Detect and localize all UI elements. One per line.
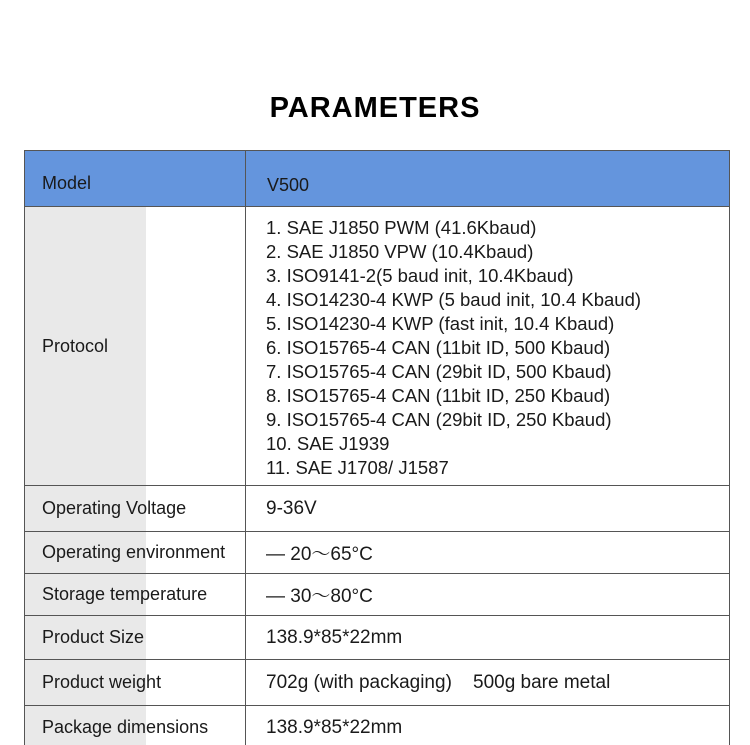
protocol-item: 8. ISO15765-4 CAN (11bit ID, 250 Kbaud) xyxy=(266,385,611,406)
protocol-item: 7. ISO15765-4 CAN (29bit ID, 500 Kbaud) xyxy=(266,361,612,382)
protocol-item: 5. ISO14230-4 KWP (fast init, 10.4 Kbaud) xyxy=(266,313,615,334)
parameters-table xyxy=(24,150,730,745)
operating-voltage-label: Operating Voltage xyxy=(25,486,246,531)
protocol-item: 10. SAE J1939 xyxy=(266,433,390,454)
table-row-operating-environment xyxy=(24,532,730,574)
product-size-label: Product Size xyxy=(25,616,246,659)
protocol-row xyxy=(24,207,730,486)
protocol-value xyxy=(246,207,729,485)
operating-environment-label: Operating environment xyxy=(25,532,246,573)
table-header-row xyxy=(24,151,730,207)
package-dimensions-value: 138.9*85*22mm xyxy=(246,706,729,745)
package-dimensions-label: Package dimensions xyxy=(25,706,246,745)
table-row-storage-temperature xyxy=(24,574,730,616)
protocol-item: 1. SAE J1850 PWM (41.6Kbaud) xyxy=(266,217,537,238)
storage-temperature-label: Storage temperature xyxy=(25,574,246,615)
model-label: Model xyxy=(25,151,246,206)
storage-temperature-value: — 30～80°C xyxy=(246,574,729,615)
table-row-product-size xyxy=(24,616,730,660)
protocol-item: 2. SAE J1850 VPW (10.4Kbaud) xyxy=(266,241,534,262)
page-title: PARAMETERS xyxy=(269,92,481,124)
table-row-package-dimensions xyxy=(24,706,730,745)
protocol-item: 11. SAE J1708/ J1587 xyxy=(266,457,449,478)
model-value: V500 xyxy=(246,151,729,206)
protocol-item: 4. ISO14230-4 KWP (5 baud init, 10.4 Kbaud) xyxy=(266,289,642,310)
table-row-operating-voltage xyxy=(24,486,730,532)
product-size-value: 138.9*85*22mm xyxy=(246,616,729,659)
product-weight-value: 702g (with packaging) 500g bare metal xyxy=(246,660,729,705)
operating-voltage-value: 9-36V xyxy=(246,486,729,531)
operating-environment-value: — 20～65°C xyxy=(246,532,729,573)
protocol-item: 9. ISO15765-4 CAN (29bit ID, 250 Kbaud) xyxy=(266,409,612,430)
table-row-product-weight xyxy=(24,660,730,706)
product-weight-label: Product weight xyxy=(25,660,246,705)
protocol-list xyxy=(266,216,641,480)
protocol-label: Protocol xyxy=(25,207,246,485)
protocol-item: 3. ISO9141-2(5 baud init, 10.4Kbaud) xyxy=(266,265,574,286)
protocol-item: 6. ISO15765-4 CAN (11bit ID, 500 Kbaud) xyxy=(266,337,611,358)
